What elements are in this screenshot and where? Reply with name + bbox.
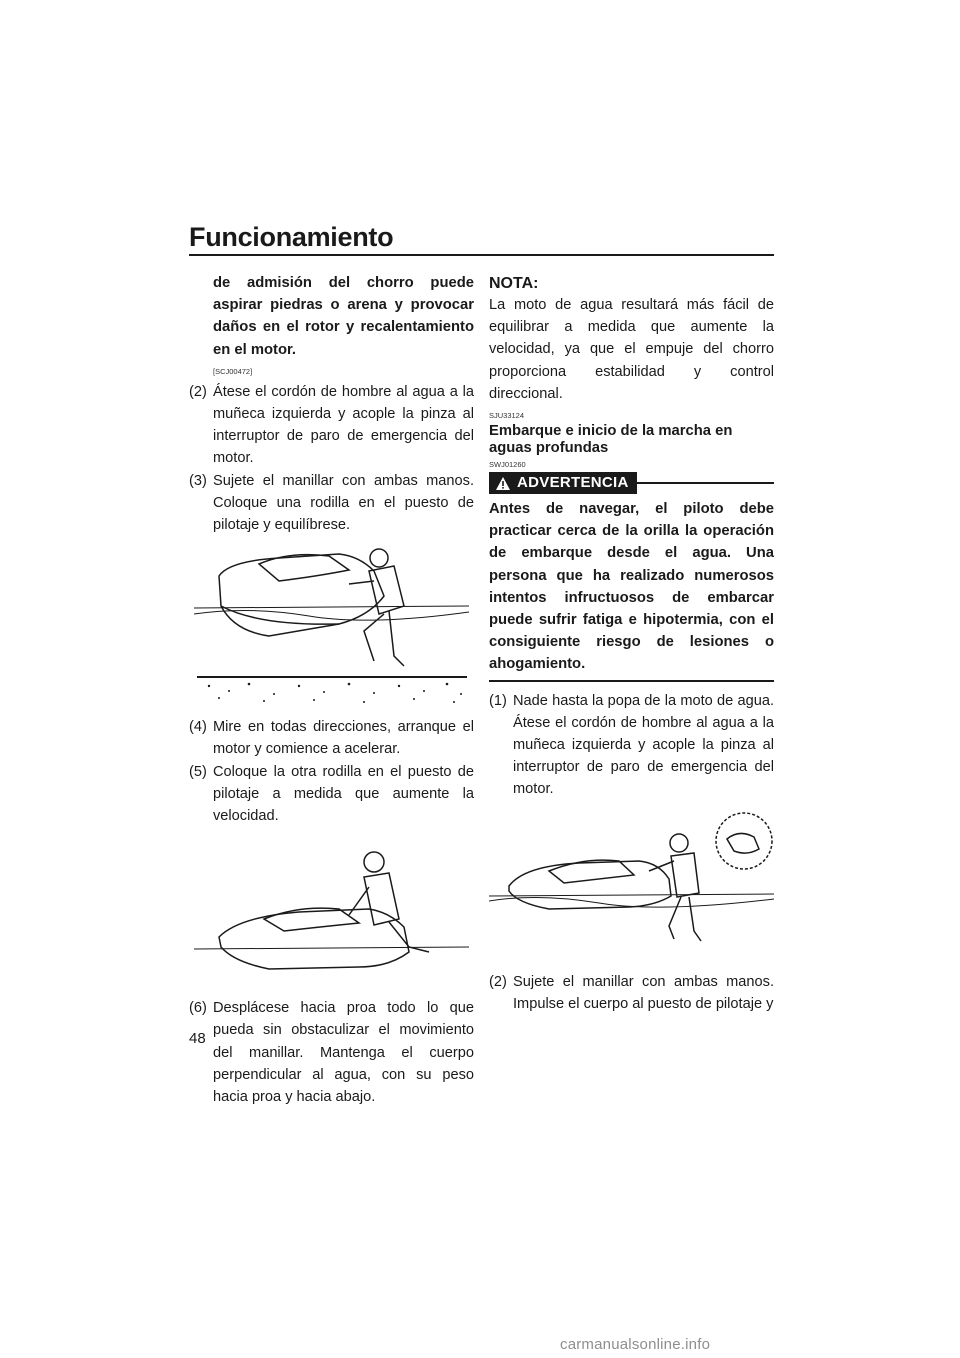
- warning-end-rule: [489, 680, 774, 682]
- step-3: [189, 470, 474, 537]
- step-2: [189, 381, 474, 470]
- section-code: SJU33124: [489, 411, 525, 421]
- warning-header: [489, 472, 774, 494]
- continued-caution-text: de admisión del chorro puede aspirar piedras o arena y provocar daños en el rotor y recalentamiento en el motor.: [213, 275, 474, 358]
- note-text: La moto de agua resultará más fácil de equilibrar a medida que aumente la velocidad, ya que el empuje del chorro proporciona estabilidad y control direccional.: [489, 297, 774, 402]
- illustration-kneeling-shallow: [189, 536, 474, 716]
- warning-code: SWJ01260: [489, 460, 526, 470]
- step-number: (1): [489, 692, 507, 709]
- step-number: (2): [489, 973, 507, 990]
- section-heading: Embarque e inicio de la marcha en aguas profundas: [489, 423, 733, 457]
- caution-code: [SCJ00472]: [213, 366, 253, 376]
- illustration-deep-water-boarding: [489, 801, 774, 971]
- step-number: (2): [189, 383, 207, 400]
- warning-triangle-icon: [495, 476, 511, 491]
- illustration-kneeling-riding: [189, 827, 474, 997]
- left-column: [189, 272, 474, 1108]
- right-column: [489, 272, 774, 1015]
- step-2-right: [489, 971, 774, 1015]
- header-divider: [189, 254, 774, 256]
- step-number: (5): [189, 763, 207, 780]
- step-text: Átese el cordón de hombre al agua a la muñeca izquierda y acople la pinza al interruptor de paro de emergencia del motor.: [213, 383, 474, 467]
- step-text: Coloque la otra rodilla en el puesto de pilotaje a medida que aumente la velocidad.: [213, 763, 474, 825]
- step-number: (4): [189, 719, 207, 736]
- step-1: [489, 690, 774, 801]
- step-6: [189, 997, 474, 1108]
- step-text: Desplácese hacia proa todo lo que pueda sin obstaculizar el movimiento del manillar. Mantenga el cuerpo perpendicular al agua, con su peso hacia proa y hacia abajo.: [213, 1000, 474, 1106]
- step-number: (3): [189, 472, 207, 489]
- step-number: (6): [189, 1000, 207, 1017]
- warning-rule: [637, 482, 774, 484]
- page-number: 48: [189, 1030, 206, 1047]
- step-4: [189, 716, 474, 760]
- warning-text: Antes de navegar, el piloto debe practicar cerca de la orilla la operación de embarque desde el agua. Una persona que ha realizado numerosos intentos infructuosos de embarcar puede sufrir fatiga e hipotermia, con el consiguiente riesgo de lesiones o ahogamiento.: [489, 501, 774, 673]
- warning-badge: [489, 472, 637, 494]
- page-title: Funcionamiento: [189, 222, 394, 252]
- step-text: Nade hasta la popa de la moto de agua. Átese el cordón de hombre al agua a la muñeca izquierda y acople la pinza al interruptor de paro de emergencia del motor.: [513, 692, 774, 798]
- warning-label: ADVERTENCIA: [517, 473, 629, 491]
- step-text: Sujete el manillar con ambas manos. Impulse el cuerpo al puesto de pilotaje y: [513, 973, 774, 1012]
- step-5: [189, 761, 474, 828]
- note-heading: NOTA:: [489, 275, 539, 292]
- step-text: Sujete el manillar con ambas manos. Coloque una rodilla en el puesto de pilotaje y equilíbrese.: [213, 472, 474, 534]
- watermark: carmanualsonline.info: [560, 1336, 711, 1353]
- step-text: Mire en todas direcciones, arranque el motor y comience a acelerar.: [213, 719, 474, 758]
